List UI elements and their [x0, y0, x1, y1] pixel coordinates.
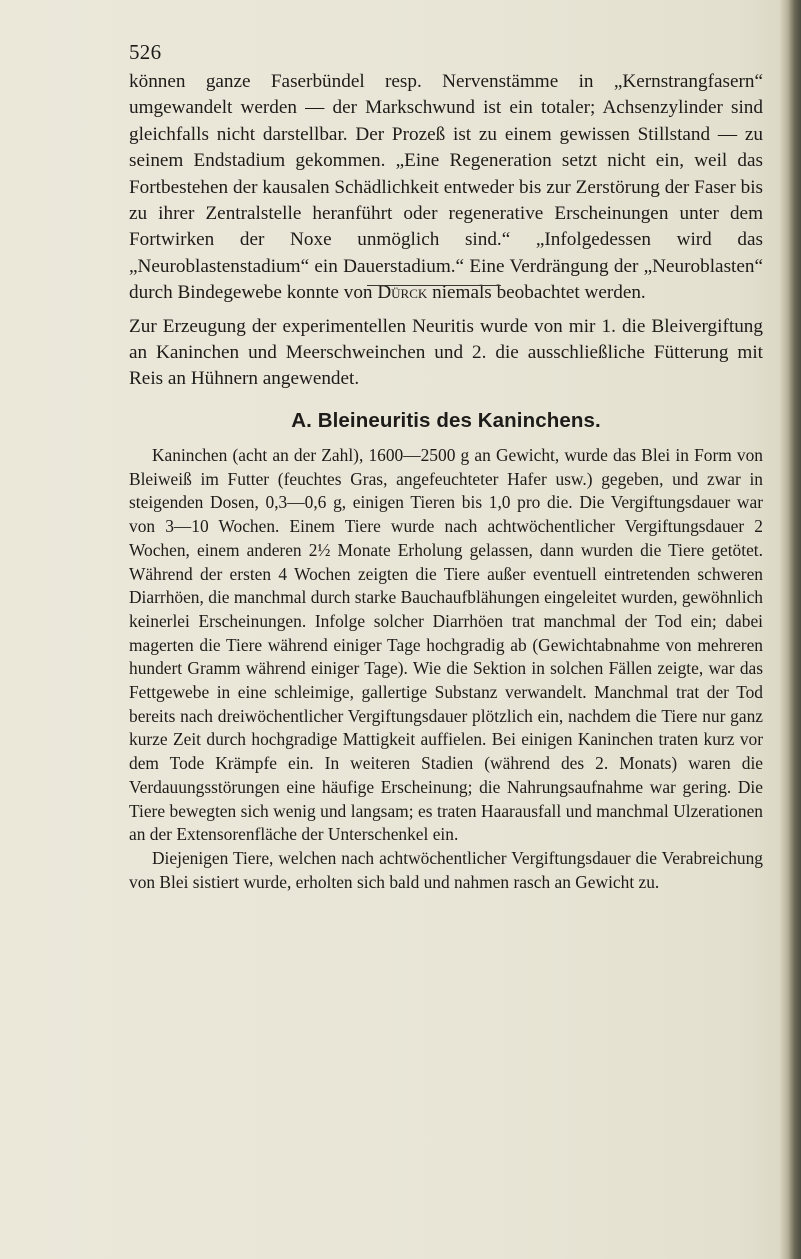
methods-intro-paragraph — [129, 314, 763, 392]
section-divider — [367, 285, 501, 286]
page-edge-shadow — [779, 0, 801, 1259]
section-heading: A. Bleineuritis des Kaninchens. — [291, 409, 601, 432]
section-body — [129, 444, 763, 894]
paragraph-text-start: können ganze Faserbündel resp. Nervenstämme in „Kernstrangfasern“ umgewandelt werden — der Markschwund ist ein totaler; Achsenzylinder sind gleichfalls nicht darstellbar. Der Prozeß ist zu einem gewissen Stillstand — zu seinem Endstadium gekommen. „Eine Regeneration setzt nicht ein, weil das Fortbestehen der kausalen Schädlichkeit entweder bis zur Zerstörung der Faser bis zu ihrer Zentralstelle heranführt oder regenerative Erscheinungen unter dem Fortwirken der Noxe unmöglich sind.“ „Infolgedessen wird das „Neuroblastenstadium“ ein Dauerstadium.“ Eine Verdrängung der „Neuroblasten“ durch Bindegewebe konnte von — [129, 71, 763, 304]
body-paragraph-2: Diejenigen Tiere, welchen nach achtwöchentlicher Vergiftungsdauer die Verabreichung von Blei sistiert wurde, erholten sich bald und nahmen rasch an Gewicht zu. — [129, 847, 763, 892]
page-number: 526 — [129, 40, 162, 64]
paragraph-text-end: niemals beobachtet werden. — [427, 282, 646, 304]
methods-intro-text: Zur Erzeugung der experimentellen Neuritis wurde von mir 1. die Bleivergiftung an Kaninchen und Meerschweinchen und 2. die ausschließliche Fütterung mit Reis an Hühnern angewendet. — [129, 316, 763, 389]
paragraph-continuation — [129, 69, 763, 307]
paragraph-text — [129, 69, 763, 307]
body-paragraph-1: Kaninchen (acht an der Zahl), 1600—2500 g an Gewicht, wurde das Blei in Form von Bleiweiß im Futter (feuchtes Gras, angefeuchteter Hafer usw.) gegeben, und zwar in steigenden Dosen, 0,3—0,6 g, einigen Tieren bis 1,0 pro die. Die Vergiftungsdauer war von 3—10 Wochen. Einem Tiere wurde nach achtwöchentlicher Vergiftungsdauer 2 Wochen, einem anderen 2½ Monate Erholung gelassen, dann wurden die Tiere getötet. Während der ersten 4 Wochen zeigten die Tiere außer eventuell eintretenden schweren Diarrhöen, die manchmal durch starke Bauchaufblähungen eingeleitet wurden, gewöhnlich keinerlei Erscheinungen. Infolge solcher Diarrhöen trat manchmal der Tod ein; dabei magerten die Tiere während einiger Tage hochgradig ab (Gewichtabnahme von mehreren hundert Gramm während einiger Tage). Wie die Sektion in solchen Fällen zeigte, war das Fettgewebe in eine schleimige, gallertige Substanz verwandelt. Manchmal trat der Tod bereits nach dreiwöchentlicher Vergiftungsdauer plötzlich ein, nachdem die Tiere nur ganz kurze Zeit durch hochgradige Mattigkeit auffielen. Bei einigen Kaninchen traten kurz vor dem Tode Krämpfe ein. In weiteren Stadien (während des 2. Monats) waren die Verdauungsstörungen eine häufige Erscheinung; die Nahrungsaufnahme war gering. Die Tiere bewegten sich wenig und langsam; es traten Haarausfall und manchmal Ulzerationen an der Extensorenfläche der Unterschenkel ein. — [129, 445, 763, 845]
author-name: Dürck — [377, 282, 428, 304]
